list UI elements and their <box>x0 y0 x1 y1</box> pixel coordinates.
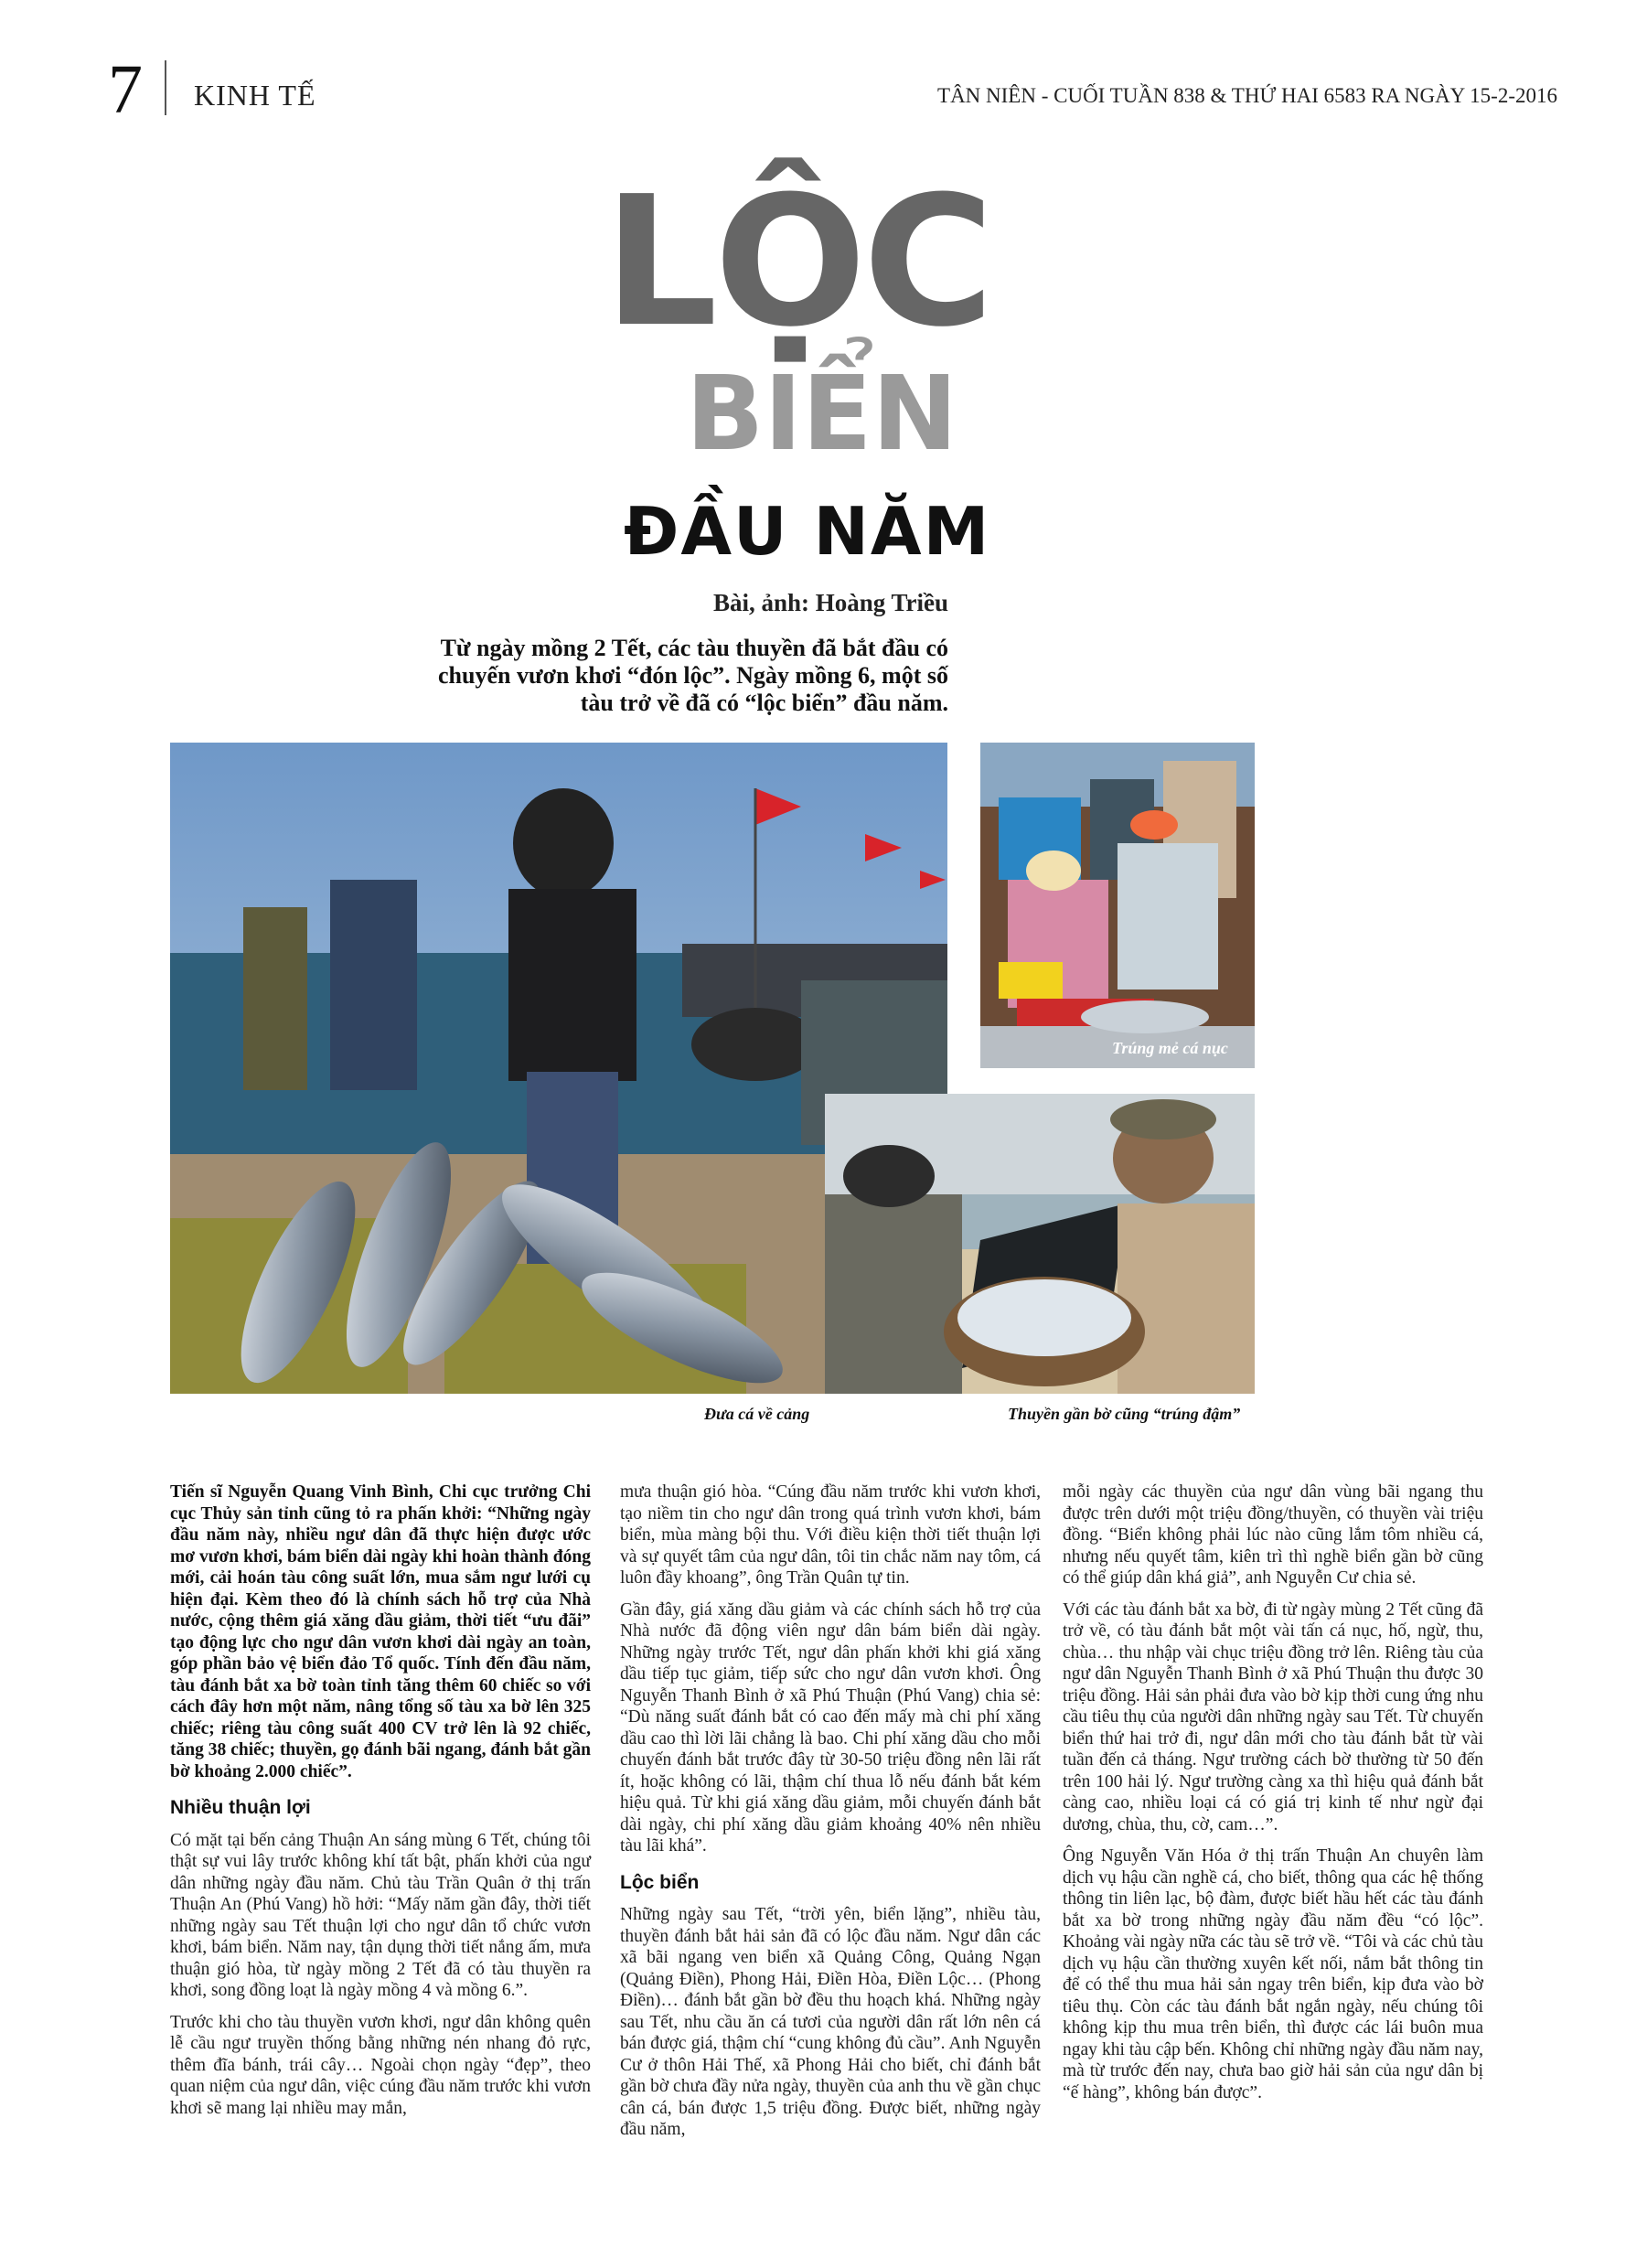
issue-info: TÂN NIÊN - CUỐI TUẦN 838 & THỨ HAI 6583 RA NGÀY 15-2-2016 <box>937 84 1557 107</box>
body-paragraph: mỗi ngày các thuyền của ngư dân vùng bãi ngang thu được trên dưới một triệu đồng/thuyền, có thuyền vài triệu đồng. “Biển không phải lúc nào cũng lắm tôm nhiều cá, nhưng nếu quyết tâm, kiên trì thì nghề biển gần bờ cũng có thể giúp dân khá giả”, anh Nguyễn Cư chia sẻ. <box>1063 1482 1483 1588</box>
header-divider <box>165 60 166 115</box>
photo-near-shore-boat <box>825 1094 1255 1394</box>
subheading-favorable: Nhiều thuận lợi <box>170 1797 311 1818</box>
page-number: 7 <box>108 51 143 128</box>
body-paragraph: Những ngày sau Tết, “trời yên, biển lặng”, nhiều tàu, thuyền đánh bắt hải sản đã có lộc đầu năm. Ngư dân các xã bãi ngang ven biển xã Quảng Công, Quảng Ngạn (Quảng Điền), Phong Hải, Điền Hòa, Điền Lộc… (Phong Điền)… đánh bắt gần bờ đều thu hoạch khá. Những ngày sau Tết, nhu cầu ăn cá tươi của người dân rất lớn nên cá bán được giá, thậm chí “cung không đủ cầu”. Anh Nguyễn Cư ở thôn Hải Thế, xã Phong Hải cho biết, chỉ đánh bắt gần bờ chưa đầy nửa ngày, thuyền của anh thu về gần chục cân cá, bán được 1,5 triệu đồng. Được biết, những ngày đầu năm, <box>620 1905 1041 2139</box>
headline-line-3: ĐẦU NĂM <box>624 493 991 570</box>
lede: Từ ngày mồng 2 Tết, các tàu thuyền đã bắt đầu có chuyến vươn khơi “đón lộc”. Ngày mồng 6, một số tàu trở về đã có “lộc biển” đầu năm. <box>438 635 948 716</box>
article-column-2 <box>620 1482 1041 2151</box>
body-paragraph: Có mặt tại bến cảng Thuận An sáng mùng 6 Tết, chúng tôi thật sự vui lây trước không khí tất bật, phấn khởi của ngư dân những ngày đầu năm. Chủ tàu Trần Quân ở thị trấn Thuận An (Phú Vang) hồ hởi: “Mấy năm gần đây, thời tiết những ngày sau Tết thuận lợi cho ngư dân tổ chức vươn khơi, bám biển. Năm nay, tận dụng thời tiết nắng ấm, mưa thuận gió hòa, từ ngày mồng 2 Tết đã có tàu thuyền ra khơi, song đồng loạt là ngày mồng 4 và mồng 6.”. <box>170 1830 591 2000</box>
headline-line-1: LỘC <box>604 158 991 367</box>
headline-line-2: BIỂN <box>686 355 958 474</box>
subheading-sea-fortune: Lộc biển <box>620 1871 700 1893</box>
article-column-3 <box>1063 1482 1483 2113</box>
body-paragraph: Ông Nguyễn Văn Hóa ở thị trấn Thuận An chuyên làm dịch vụ hậu cần nghề cá, cho biết, thông qua các hệ thống thông tin liên lạc, bộ đàm, được biết hầu hết các tàu đánh bắt xa bờ trong những ngày đầu năm đều “có lộc”. Khoảng vài ngày nữa các tàu sẽ trở về. “Tôi và các chủ tàu dịch vụ hậu cần thường xuyên kết nối, nắm bắt thông tin để có thể thu mua hải sản ngay trên biển, kịp đưa vào bờ tiêu thụ. Còn các tàu đánh bắt ngắn ngày, nếu chúng tôi không kịp thu mua trên biển, thì được các lái buôn mua ngay khi tàu cập bến. Không chỉ những ngày đầu năm nay, mà từ trước đến nay, chưa bao giờ hải sản của ngư dân bị “ế hàng”, không bán được”. <box>1063 1846 1483 2102</box>
byline: Bài, ảnh: Hoàng Triều <box>712 589 948 616</box>
photo-scad-catch <box>980 743 1255 1068</box>
body-paragraph: Gần đây, giá xăng dầu giảm và các chính sách hỗ trợ của Nhà nước đã động viên ngư dân bám biển dài ngày. Những ngày trước Tết, ngư dân phấn khởi khi giá xăng dầu tiếp tục giảm, tiếp sức cho ngư dân vươn khơi. Ông Nguyễn Thanh Bình ở xã Phú Thuận (Phú Vang) chia sẻ: “Dù năng suất đánh bắt có cao đến mấy mà chi phí xăng dầu cao thì lời lãi chẳng là bao. Chi phí xăng dầu cho mỗi chuyến đánh bắt trước đây từ 30-50 triệu đồng nên lãi rất ít, hoặc không có lãi, thậm chí thua lỗ nếu đánh bắt kém hiệu quả. Từ khi giá xăng dầu giảm, mỗi chuyến đánh bắt dài ngày, chi phí xăng dầu giảm khoảng 40% nên nhiều tàu lãi khá”. <box>620 1599 1041 1856</box>
section-name: KINH TẾ <box>194 79 316 112</box>
body-paragraph: Trước khi cho tàu thuyền vươn khơi, ngư dân không quên lễ cầu ngư truyền thống bằng những nén nhang đỏ rực, thêm đĩa bánh, trái cây… Ngoài chọn ngày “đẹp”, theo quan niệm của ngư dân, việc cúng đầu năm trước khi vươn khơi sẽ mang lại nhiều may mắn, <box>170 2012 591 2118</box>
intro-paragraph: Tiến sĩ Nguyễn Quang Vinh Bình, Chi cục trưởng Chi cục Thủy sản tỉnh cũng tỏ ra phấn khởi: “Những ngày đầu năm này, nhiều ngư dân đã thực hiện được ước mơ vươn khơi, bám biển dài ngày khi hoàn thành đóng mới, cải hoán tàu công suất lớn, mua sắm ngư lưới cụ hiện đại. Kèm theo đó là chính sách hỗ trợ của Nhà nước, cộng thêm giá xăng dầu giảm, thời tiết “ưu đãi” tạo động lực cho ngư dân vươn khơi dài ngày an toàn, góp phần bảo vệ biển đảo Tổ quốc. Tính đến đầu năm, tàu đánh bắt xa bờ toàn tỉnh tăng thêm 60 chiếc so với cách đây hơn một năm, nâng tổng số tàu xa bờ lên 325 chiếc; riêng tàu công suất 400 CV trở lên là 92 chiếc, tăng 38 chiếc; thuyền, gọ đánh bãi ngang, đánh bắt gần bờ khoảng 2.000 chiếc”. <box>170 1482 591 1781</box>
body-paragraph: mưa thuận gió hòa. “Cúng đầu năm trước khi vươn khơi, tạo niềm tin cho ngư dân trong quá trình vươn khơi, bám biển, mùa màng bội thu. Với điều kiện thời tiết thuận lợi và sự quyết tâm của ngư dân, tôi tin chắc năm nay tôm, cá luôn đầy khoang”, ông Trần Quân tự tin. <box>620 1482 1041 1588</box>
caption-main-photo: Đưa cá về cảng <box>704 1405 810 1423</box>
body-paragraph: Với các tàu đánh bắt xa bờ, đi từ ngày mùng 2 Tết cũng đã trở về, có tàu đánh bắt một vài tấn cá nục, hố, ngừ, thu, chùa… thu nhập vài chục triệu đồng trở lên. Riêng tàu của ngư dân Nguyễn Thanh Bình ở xã Phú Thuận thu được 30 triệu đồng. Hải sản phải đưa vào bờ kịp thời cung ứng nhu cầu tiêu thụ của người dân những ngày sau Tết. Từ chuyến biển thứ hai trở đi, ngư dân mới cho tàu đánh bắt từ vài tuần đến cả tháng. Ngư trường cách bờ thường từ 50 đến trên 100 hải lý. Ngư trường càng xa thì hiệu quả đánh bắt càng cao, nhiều loại cá có giá trị kinh tế như ngừ đại dương, chùa, thu, cờ, cam…”. <box>1063 1599 1483 1835</box>
article-column-1 <box>170 1482 591 2129</box>
caption-bottom-right-photo: Thuyền gần bờ cũng “trúng đậm” <box>1008 1405 1241 1423</box>
caption-top-right-photo: Trúng mẻ cá nục <box>1112 1039 1228 1057</box>
